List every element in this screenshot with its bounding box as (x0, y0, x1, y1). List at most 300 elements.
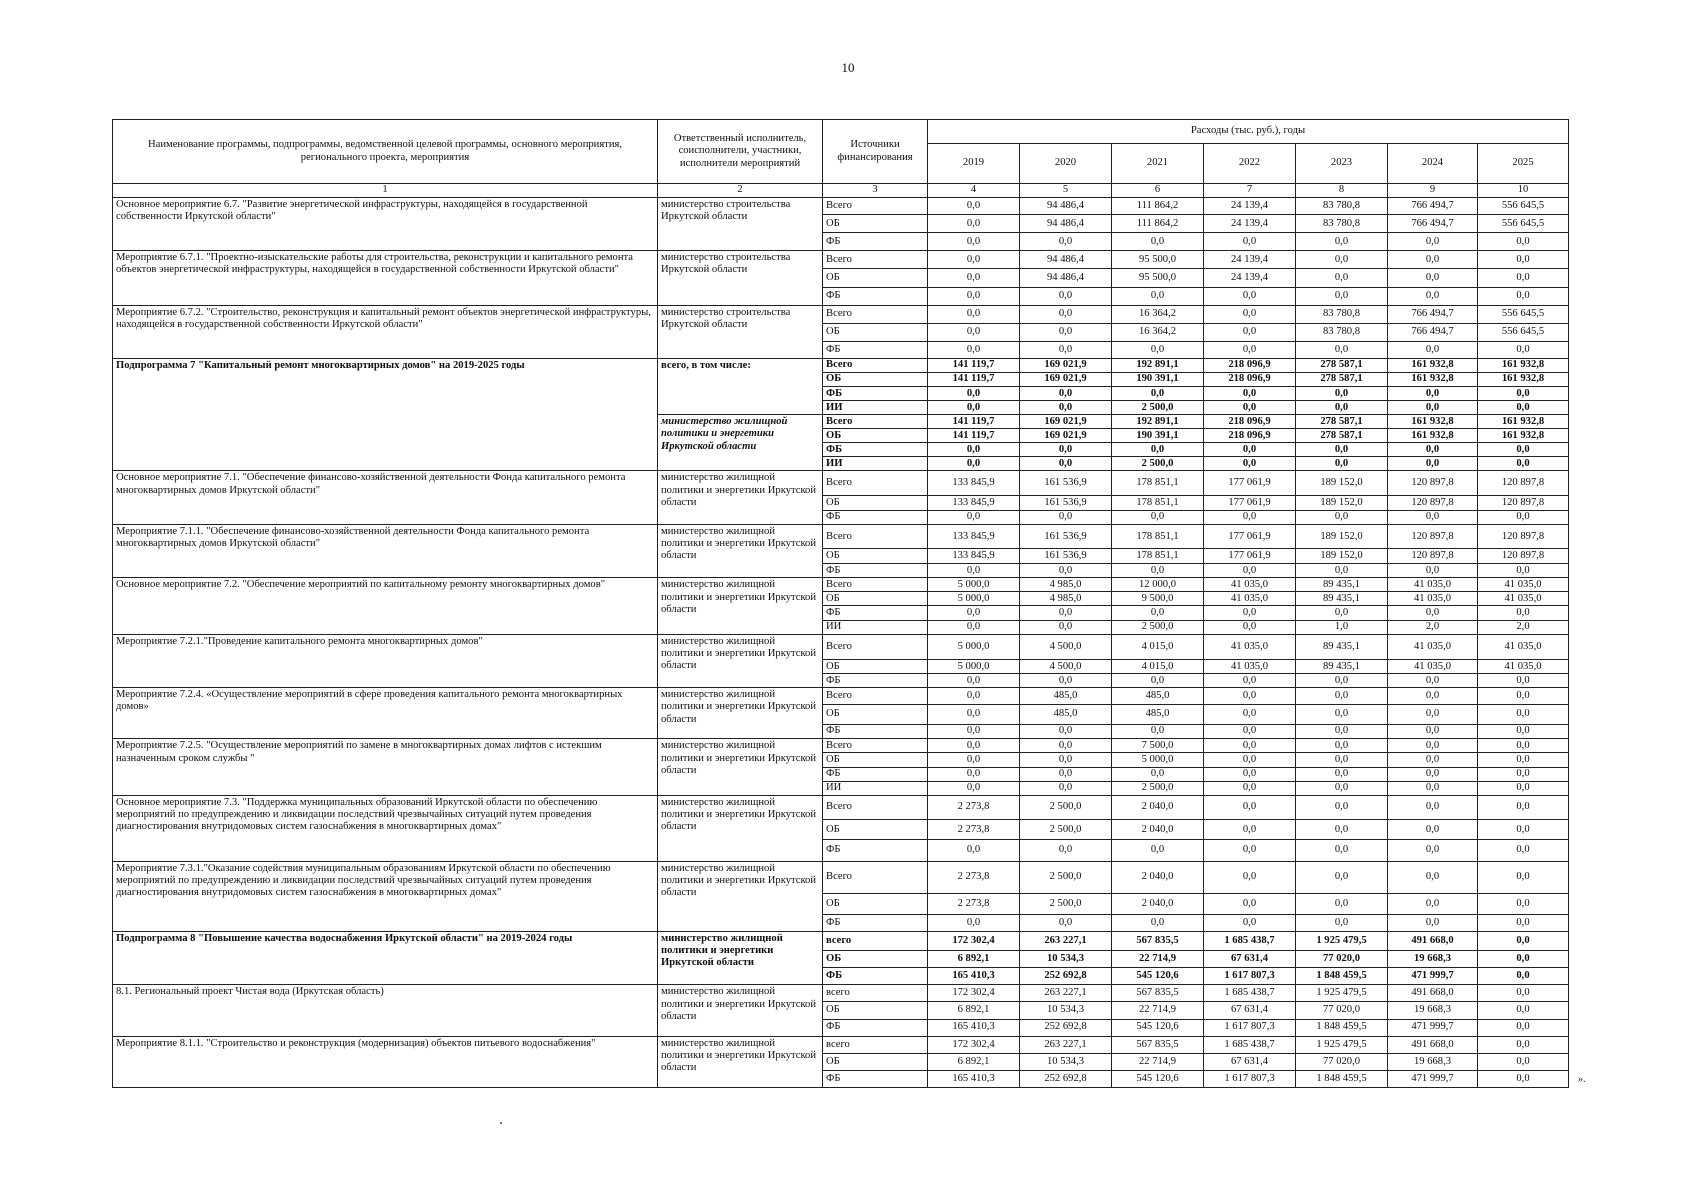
expense-2022: 0,0 (1204, 840, 1296, 861)
expense-2024: 161 932,8 (1388, 415, 1478, 429)
funding-source: Всего (823, 415, 928, 429)
expense-2019: 0,0 (928, 781, 1020, 795)
expense-2022: 0,0 (1204, 893, 1296, 914)
expense-2019: 0,0 (928, 564, 1020, 578)
expense-2025: 0,0 (1478, 1036, 1569, 1053)
expense-2025: 120 897,8 (1478, 549, 1569, 564)
expense-2022: 24 139,4 (1204, 269, 1296, 287)
expense-2023: 1 925 479,5 (1296, 932, 1388, 951)
expense-2024: 491 668,0 (1388, 1036, 1478, 1053)
expense-2021: 2 500,0 (1112, 457, 1204, 471)
expense-2025: 0,0 (1478, 840, 1569, 861)
expense-2022: 0,0 (1204, 705, 1296, 724)
expense-2021: 0,0 (1112, 674, 1204, 688)
expense-2019: 0,0 (928, 443, 1020, 457)
expense-2021: 2 040,0 (1112, 893, 1204, 914)
expense-2023: 0,0 (1296, 251, 1388, 269)
expense-2019: 141 119,7 (928, 359, 1020, 373)
expense-2021: 16 364,2 (1112, 323, 1204, 341)
expense-2019: 0,0 (928, 233, 1020, 251)
expense-2021: 111 864,2 (1112, 198, 1204, 215)
funding-source: Всего (823, 688, 928, 705)
expense-2021: 190 391,1 (1112, 373, 1204, 387)
expense-2021: 0,0 (1112, 767, 1204, 781)
expense-2021: 7 500,0 (1112, 739, 1204, 753)
expense-2022: 0,0 (1204, 457, 1296, 471)
column-number-1: 1 (113, 184, 658, 198)
expense-2024: 766 494,7 (1388, 323, 1478, 341)
expense-2022: 177 061,9 (1204, 549, 1296, 564)
funding-source: ФБ (823, 510, 928, 524)
expense-2025: 41 035,0 (1478, 634, 1569, 660)
expense-2024: 0,0 (1388, 893, 1478, 914)
row-name: Подпрограмма 7 "Капитальный ремонт многоквартирных домов" на 2019-2025 годы (113, 359, 658, 471)
expense-2022: 41 035,0 (1204, 634, 1296, 660)
expense-2020: 252 692,8 (1020, 1019, 1112, 1036)
header-column-numbers-row (113, 184, 1569, 198)
funding-source: ИИ (823, 620, 928, 634)
expense-2020: 94 486,4 (1020, 251, 1112, 269)
row-name: Мероприятие 7.2.1."Проведение капитального ремонта многоквартирных домов" (113, 634, 658, 688)
expense-2025: 120 897,8 (1478, 524, 1569, 549)
expense-2019: 0,0 (928, 753, 1020, 767)
column-number-9: 9 (1388, 184, 1478, 198)
funding-source: ОБ (823, 549, 928, 564)
expense-2025: 0,0 (1478, 968, 1569, 985)
expense-2020: 169 021,9 (1020, 373, 1112, 387)
expense-2023: 0,0 (1296, 781, 1388, 795)
funding-source: ФБ (823, 968, 928, 985)
expense-2022: 0,0 (1204, 401, 1296, 415)
header-year-2020: 2020 (1020, 144, 1112, 184)
expense-2022: 0,0 (1204, 724, 1296, 739)
expense-2019: 0,0 (928, 457, 1020, 471)
expense-2019: 6 892,1 (928, 1053, 1020, 1070)
funding-source: ОБ (823, 592, 928, 606)
expense-2022: 0,0 (1204, 861, 1296, 893)
funding-source: Всего (823, 471, 928, 496)
row-name: Основное мероприятие 7.3. "Поддержка муниципальных образований Иркутской области по обеспечению мероприятий по предупреждению и ликвидации последствий чрезвычайных ситуаций путем проведения диагностирования внутридомовых систем газоснабжения в многоквартирных домах" (113, 795, 658, 861)
expense-2024: 766 494,7 (1388, 305, 1478, 323)
expense-2023: 0,0 (1296, 861, 1388, 893)
expense-2022: 0,0 (1204, 387, 1296, 401)
expense-2020: 0,0 (1020, 305, 1112, 323)
expense-2024: 0,0 (1388, 674, 1478, 688)
row-name: Мероприятие 7.1.1. "Обеспечение финансово-хозяйственной деятельности Фонда капитального ремонта многоквартирных домов Иркутской области" (113, 524, 658, 578)
expense-2024: 766 494,7 (1388, 198, 1478, 215)
funding-source: ОБ (823, 323, 928, 341)
expense-2020: 0,0 (1020, 915, 1112, 932)
expense-2023: 0,0 (1296, 840, 1388, 861)
expense-2019: 2 273,8 (928, 893, 1020, 914)
expense-2020: 2 500,0 (1020, 795, 1112, 820)
expense-2025: 161 932,8 (1478, 359, 1569, 373)
funding-source: ОБ (823, 753, 928, 767)
expense-2025: 0,0 (1478, 820, 1569, 840)
expense-2023: 83 780,8 (1296, 305, 1388, 323)
expense-2019: 0,0 (928, 674, 1020, 688)
funding-source: ФБ (823, 387, 928, 401)
expense-2019: 0,0 (928, 688, 1020, 705)
expense-2021: 0,0 (1112, 510, 1204, 524)
expense-2025: 0,0 (1478, 705, 1569, 724)
expense-2022: 24 139,4 (1204, 251, 1296, 269)
expense-2021: 2 500,0 (1112, 401, 1204, 415)
expense-2024: 0,0 (1388, 795, 1478, 820)
expense-2022: 0,0 (1204, 564, 1296, 578)
column-number-6: 6 (1112, 184, 1204, 198)
table-row (113, 861, 1569, 893)
expense-2019: 0,0 (928, 724, 1020, 739)
expense-2025: 0,0 (1478, 457, 1569, 471)
expense-2022: 218 096,9 (1204, 429, 1296, 443)
table-row (113, 251, 1569, 269)
row-name: Основное мероприятие 6.7. "Развитие энергетической инфраструктуры, находящейся в государственной собственности Иркутской области" (113, 198, 658, 251)
expense-2022: 41 035,0 (1204, 660, 1296, 674)
expense-2022: 0,0 (1204, 443, 1296, 457)
expense-2020: 4 500,0 (1020, 634, 1112, 660)
expense-2023: 89 435,1 (1296, 578, 1388, 592)
header-year-2025: 2025 (1478, 144, 1569, 184)
row-name: Мероприятие 7.2.4. «Осуществление мероприятий в сфере проведения капитального ремонта многоквартирных домов» (113, 688, 658, 739)
expense-2022: 0,0 (1204, 287, 1296, 305)
expense-2019: 0,0 (928, 287, 1020, 305)
expense-2025: 41 035,0 (1478, 592, 1569, 606)
expense-2022: 0,0 (1204, 233, 1296, 251)
expense-2024: 0,0 (1388, 341, 1478, 358)
expense-2021: 178 851,1 (1112, 495, 1204, 510)
funding-source: ФБ (823, 606, 928, 620)
expense-2020: 0,0 (1020, 287, 1112, 305)
expense-2019: 2 273,8 (928, 820, 1020, 840)
expense-2024: 0,0 (1388, 724, 1478, 739)
expense-2024: 0,0 (1388, 387, 1478, 401)
expense-2021: 9 500,0 (1112, 592, 1204, 606)
funding-source: ФБ (823, 287, 928, 305)
expense-2021: 567 835,5 (1112, 985, 1204, 1002)
expense-2022: 1 685 438,7 (1204, 985, 1296, 1002)
expense-2019: 2 273,8 (928, 795, 1020, 820)
table-row (113, 1036, 1569, 1053)
expense-2021: 192 891,1 (1112, 415, 1204, 429)
funding-source: ФБ (823, 915, 928, 932)
expense-2020: 485,0 (1020, 705, 1112, 724)
expense-2025: 0,0 (1478, 674, 1569, 688)
expense-2019: 0,0 (928, 269, 1020, 287)
expense-2022: 218 096,9 (1204, 359, 1296, 373)
expense-2019: 165 410,3 (928, 1019, 1020, 1036)
expense-2023: 1 925 479,5 (1296, 1036, 1388, 1053)
expense-2022: 177 061,9 (1204, 524, 1296, 549)
expense-2023: 189 152,0 (1296, 471, 1388, 496)
expense-2024: 161 932,8 (1388, 373, 1478, 387)
expense-2022: 218 096,9 (1204, 415, 1296, 429)
expense-2019: 2 273,8 (928, 861, 1020, 893)
expense-2020: 94 486,4 (1020, 198, 1112, 215)
expense-2021: 0,0 (1112, 724, 1204, 739)
expense-2025: 0,0 (1478, 251, 1569, 269)
expense-2020: 161 536,9 (1020, 495, 1112, 510)
expense-2021: 0,0 (1112, 387, 1204, 401)
expense-2019: 0,0 (928, 739, 1020, 753)
funding-source: ИИ (823, 401, 928, 415)
expense-2025: 0,0 (1478, 915, 1569, 932)
expense-2022: 0,0 (1204, 739, 1296, 753)
expense-2022: 0,0 (1204, 753, 1296, 767)
expense-2020: 0,0 (1020, 724, 1112, 739)
row-name: Подпрограмма 8 "Повышение качества водоснабжения Иркутской области" на 2019-2024 годы (113, 932, 658, 985)
funding-source: ОБ (823, 893, 928, 914)
expense-2021: 4 015,0 (1112, 660, 1204, 674)
expense-2024: 471 999,7 (1388, 1019, 1478, 1036)
expense-2022: 0,0 (1204, 323, 1296, 341)
expense-2024: 161 932,8 (1388, 429, 1478, 443)
expense-2019: 172 302,4 (928, 932, 1020, 951)
expense-2021: 95 500,0 (1112, 251, 1204, 269)
expense-2021: 485,0 (1112, 705, 1204, 724)
page-number: 10 (841, 60, 855, 75)
expense-2023: 278 587,1 (1296, 373, 1388, 387)
expense-2025: 556 645,5 (1478, 215, 1569, 233)
expense-2021: 12 000,0 (1112, 578, 1204, 592)
expense-2021: 2 500,0 (1112, 620, 1204, 634)
table-row (113, 688, 1569, 705)
column-number-5: 5 (1020, 184, 1112, 198)
expense-2020: 0,0 (1020, 233, 1112, 251)
expense-2019: 0,0 (928, 305, 1020, 323)
expense-2024: 0,0 (1388, 457, 1478, 471)
expense-2023: 0,0 (1296, 443, 1388, 457)
expense-2019: 141 119,7 (928, 429, 1020, 443)
funding-source: ОБ (823, 820, 928, 840)
expense-2021: 0,0 (1112, 915, 1204, 932)
expense-2019: 0,0 (928, 510, 1020, 524)
expense-2025: 556 645,5 (1478, 323, 1569, 341)
funding-source: всего (823, 1036, 928, 1053)
expense-2023: 278 587,1 (1296, 429, 1388, 443)
expense-2019: 133 845,9 (928, 471, 1020, 496)
expense-2025: 0,0 (1478, 688, 1569, 705)
row-executor: министерство жилищной политики и энергетики Иркутской области (658, 1036, 823, 1087)
expense-2024: 0,0 (1388, 401, 1478, 415)
expense-2022: 0,0 (1204, 795, 1296, 820)
expense-2022: 0,0 (1204, 674, 1296, 688)
expense-2025: 41 035,0 (1478, 660, 1569, 674)
row-name: Основное мероприятие 7.1. "Обеспечение финансово-хозяйственной деятельности Фонда капитального ремонта многоквартирных домов Иркутской области" (113, 471, 658, 525)
expense-2023: 0,0 (1296, 915, 1388, 932)
expense-2019: 0,0 (928, 215, 1020, 233)
funding-source: ОБ (823, 373, 928, 387)
expense-2023: 0,0 (1296, 457, 1388, 471)
expense-2021: 0,0 (1112, 287, 1204, 305)
funding-source: Всего (823, 861, 928, 893)
expense-2020: 2 500,0 (1020, 820, 1112, 840)
expense-2021: 0,0 (1112, 341, 1204, 358)
expense-2022: 0,0 (1204, 820, 1296, 840)
expense-2025: 0,0 (1478, 767, 1569, 781)
expense-2024: 471 999,7 (1388, 968, 1478, 985)
expense-2024: 0,0 (1388, 767, 1478, 781)
header-source: Источники финансирования (823, 120, 928, 184)
expense-2023: 0,0 (1296, 564, 1388, 578)
row-name: Мероприятие 8.1.1. "Строительство и реконструкция (модернизация) объектов питьевого водоснабжения" (113, 1036, 658, 1087)
table-row (113, 578, 1569, 592)
expense-2022: 0,0 (1204, 341, 1296, 358)
header-year-2021: 2021 (1112, 144, 1204, 184)
expense-2021: 0,0 (1112, 840, 1204, 861)
row-executor: министерство жилищной политики и энергетики Иркутской области (658, 985, 823, 1036)
expense-2020: 161 536,9 (1020, 549, 1112, 564)
expense-2023: 0,0 (1296, 705, 1388, 724)
expense-2023: 0,0 (1296, 688, 1388, 705)
expense-2021: 567 835,5 (1112, 932, 1204, 951)
expense-2021: 0,0 (1112, 564, 1204, 578)
expense-2020: 169 021,9 (1020, 359, 1112, 373)
expense-2025: 120 897,8 (1478, 495, 1569, 510)
expense-2023: 83 780,8 (1296, 323, 1388, 341)
expense-2023: 0,0 (1296, 401, 1388, 415)
funding-source: ФБ (823, 564, 928, 578)
header-name: Наименование программы, подпрограммы, ведомственной целевой программы, основного мероприятия, регионального проекта, мероприятия (113, 120, 658, 184)
expense-2022: 1 685 438,7 (1204, 1036, 1296, 1053)
expense-2024: 0,0 (1388, 820, 1478, 840)
expense-2023: 0,0 (1296, 753, 1388, 767)
table-row (113, 198, 1569, 215)
expense-2024: 0,0 (1388, 564, 1478, 578)
funding-source: ФБ (823, 1070, 928, 1087)
row-executor: министерство жилищной политики и энергетики Иркутской области (658, 688, 823, 739)
funding-source: ФБ (823, 1019, 928, 1036)
expense-2024: 19 668,3 (1388, 1053, 1478, 1070)
expense-2019: 0,0 (928, 705, 1020, 724)
expense-2021: 0,0 (1112, 233, 1204, 251)
expense-2025: 161 932,8 (1478, 373, 1569, 387)
expense-2021: 0,0 (1112, 443, 1204, 457)
expense-2024: 120 897,8 (1388, 524, 1478, 549)
expense-2022: 218 096,9 (1204, 373, 1296, 387)
funding-source: Всего (823, 251, 928, 269)
expense-2023: 0,0 (1296, 606, 1388, 620)
expense-2025: 0,0 (1478, 951, 1569, 968)
expense-2024: 471 999,7 (1388, 1070, 1478, 1087)
scan-speck (500, 1122, 502, 1124)
expense-2020: 0,0 (1020, 401, 1112, 415)
expense-2022: 0,0 (1204, 305, 1296, 323)
expense-2025: 0,0 (1478, 781, 1569, 795)
expense-2020: 0,0 (1020, 606, 1112, 620)
expense-2023: 83 780,8 (1296, 198, 1388, 215)
funding-source: Всего (823, 524, 928, 549)
expense-2023: 89 435,1 (1296, 634, 1388, 660)
expense-2022: 1 685 438,7 (1204, 932, 1296, 951)
funding-source: Всего (823, 795, 928, 820)
expense-2024: 2,0 (1388, 620, 1478, 634)
budget-table-container (112, 119, 1568, 1088)
expense-2024: 0,0 (1388, 443, 1478, 457)
expense-2023: 1 848 459,5 (1296, 1019, 1388, 1036)
expense-2021: 567 835,5 (1112, 1036, 1204, 1053)
expense-2020: 0,0 (1020, 387, 1112, 401)
expense-2023: 77 020,0 (1296, 951, 1388, 968)
expense-2023: 0,0 (1296, 739, 1388, 753)
expense-2019: 0,0 (928, 606, 1020, 620)
funding-source: ФБ (823, 840, 928, 861)
expense-2020: 94 486,4 (1020, 269, 1112, 287)
expense-2021: 545 120,6 (1112, 1019, 1204, 1036)
expense-2024: 0,0 (1388, 781, 1478, 795)
expense-2023: 0,0 (1296, 233, 1388, 251)
expense-2021: 192 891,1 (1112, 359, 1204, 373)
expense-2019: 165 410,3 (928, 968, 1020, 985)
expense-2020: 485,0 (1020, 688, 1112, 705)
expense-2022: 177 061,9 (1204, 471, 1296, 496)
expense-2020: 0,0 (1020, 323, 1112, 341)
expense-2020: 10 534,3 (1020, 1002, 1112, 1019)
expense-2023: 83 780,8 (1296, 215, 1388, 233)
expense-2021: 22 714,9 (1112, 1002, 1204, 1019)
funding-source: ФБ (823, 724, 928, 739)
expense-2023: 0,0 (1296, 341, 1388, 358)
funding-source: ОБ (823, 215, 928, 233)
table-row (113, 359, 1569, 373)
expense-2024: 491 668,0 (1388, 985, 1478, 1002)
expense-2024: 0,0 (1388, 915, 1478, 932)
expense-2021: 178 851,1 (1112, 549, 1204, 564)
expense-2024: 491 668,0 (1388, 932, 1478, 951)
expense-2019: 0,0 (928, 767, 1020, 781)
expense-2021: 4 015,0 (1112, 634, 1204, 660)
expense-2019: 0,0 (928, 198, 1020, 215)
expense-2020: 10 534,3 (1020, 1053, 1112, 1070)
column-number-4: 4 (928, 184, 1020, 198)
expense-2020: 4 985,0 (1020, 592, 1112, 606)
expense-2020: 0,0 (1020, 739, 1112, 753)
expense-2022: 41 035,0 (1204, 578, 1296, 592)
table-row (113, 524, 1569, 549)
expense-2025: 556 645,5 (1478, 198, 1569, 215)
expense-2020: 0,0 (1020, 341, 1112, 358)
expense-2020: 0,0 (1020, 753, 1112, 767)
expense-2024: 0,0 (1388, 861, 1478, 893)
expense-2025: 0,0 (1478, 861, 1569, 893)
expense-2022: 177 061,9 (1204, 495, 1296, 510)
expense-2022: 0,0 (1204, 781, 1296, 795)
expense-2019: 5 000,0 (928, 660, 1020, 674)
expense-2019: 0,0 (928, 840, 1020, 861)
expense-2025: 0,0 (1478, 739, 1569, 753)
expense-2020: 10 534,3 (1020, 951, 1112, 968)
expense-2023: 89 435,1 (1296, 592, 1388, 606)
expense-2023: 0,0 (1296, 287, 1388, 305)
funding-source: ФБ (823, 233, 928, 251)
expense-2025: 0,0 (1478, 932, 1569, 951)
expense-2022: 67 631,4 (1204, 1002, 1296, 1019)
expense-2023: 77 020,0 (1296, 1053, 1388, 1070)
expense-2021: 5 000,0 (1112, 753, 1204, 767)
expense-2020: 169 021,9 (1020, 429, 1112, 443)
expense-2020: 263 227,1 (1020, 1036, 1112, 1053)
expense-2021: 0,0 (1112, 606, 1204, 620)
header-executor: Ответственный исполнитель, соисполнители, участники, исполнители мероприятий (658, 120, 823, 184)
expense-2021: 545 120,6 (1112, 1070, 1204, 1087)
expense-2025: 0,0 (1478, 564, 1569, 578)
expense-2021: 178 851,1 (1112, 524, 1204, 549)
expense-2025: 0,0 (1478, 753, 1569, 767)
row-executor: министерство строительства Иркутской области (658, 251, 823, 305)
expense-2019: 0,0 (928, 401, 1020, 415)
expense-2022: 1 617 807,3 (1204, 1070, 1296, 1087)
expense-2021: 111 864,2 (1112, 215, 1204, 233)
